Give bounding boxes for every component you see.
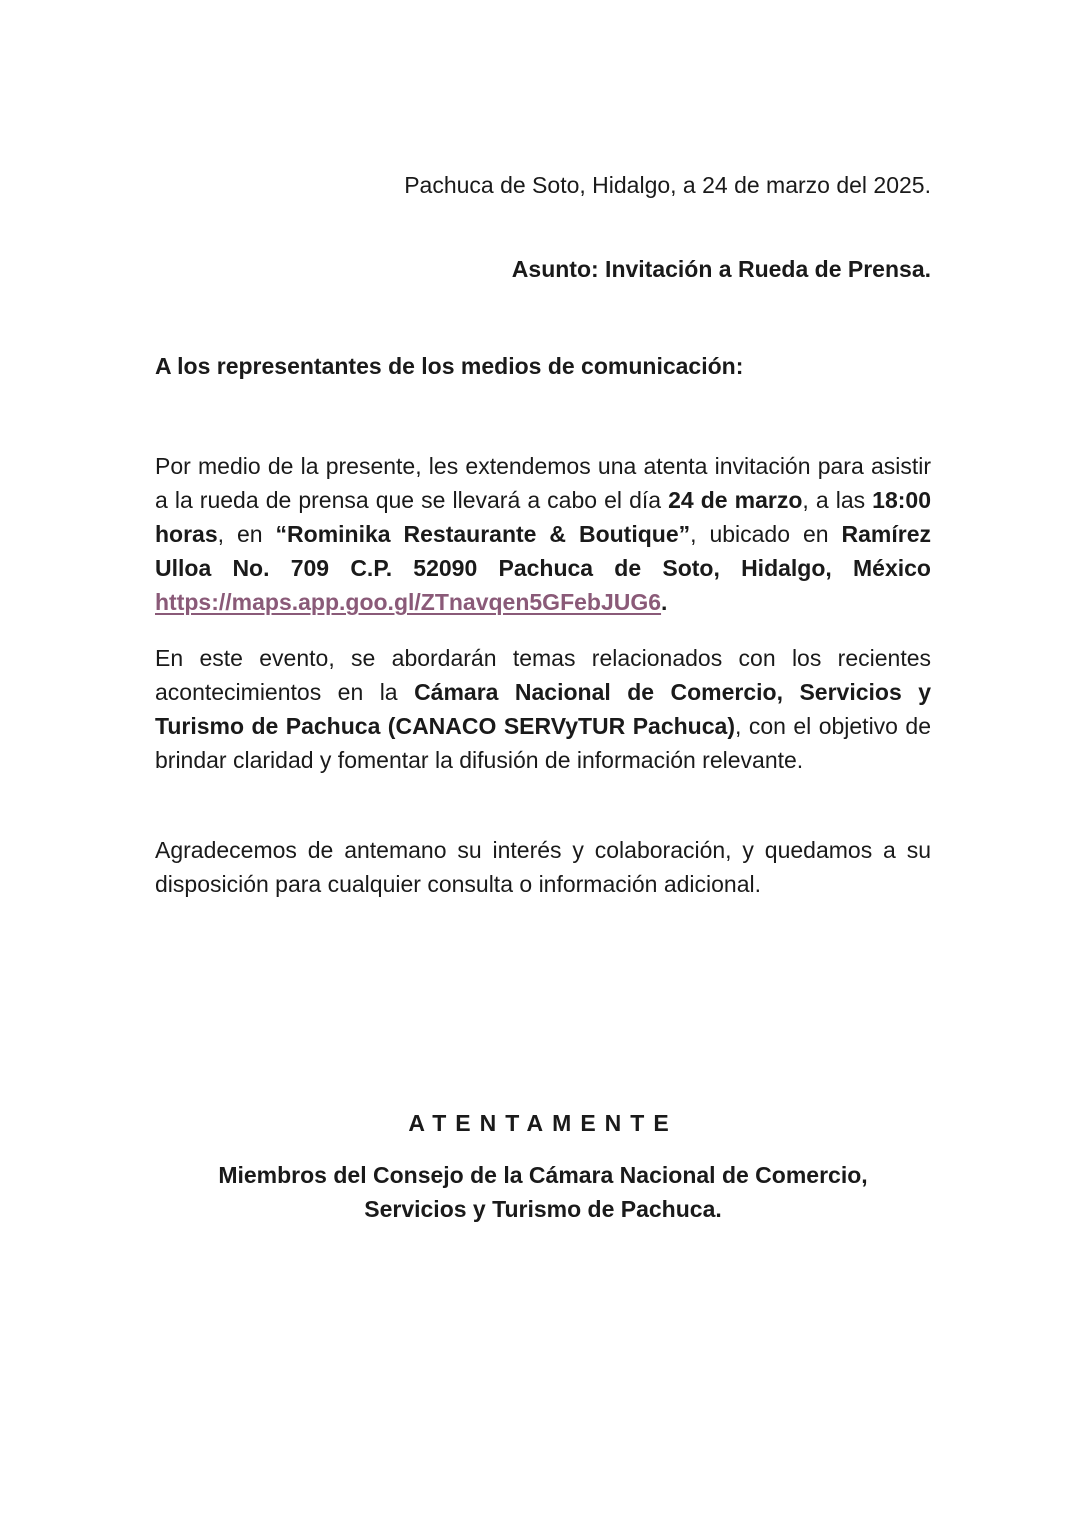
para1-text-4: , ubicado en [690,521,842,547]
event-venue: “Rominika Restaurante & Boutique” [275,521,691,547]
map-link[interactable]: https://maps.app.goo.gl/ZTnavqen5GFebJUG6 [155,589,662,615]
organization-name: Cámara Nacional de Comercio, Servicios y Turismo de Pachuca (CANACO SERVyTUR Pachuca) [155,679,931,739]
date-line: Pachuca de Soto, Hidalgo, a 24 de marzo del 2025. [404,172,931,198]
event-time: 18:00 horas [155,487,931,547]
salutation: A los representantes de los medios de comunicación: [155,353,744,379]
para2-text-1: En este evento, se abordarán temas relacionados con los recientes acontecimientos en la [155,645,931,705]
invitation-paragraph [155,449,931,619]
event-date: 24 de marzo [668,487,803,513]
closing-atentamente: ATENTAMENTE [408,1110,678,1136]
para2-text-2: , con el objetivo de brindar claridad y fomentar la difusión de información relevante. [155,713,931,773]
para1-text-1: Por medio de la presente, les extendemos una atenta invitación para asistir a la rueda de prensa que se llevará a cabo el día [155,453,931,513]
event-topic-paragraph [155,641,931,777]
signature-line-2: Servicios y Turismo de Pachuca. [364,1196,722,1222]
event-address: Ramírez Ulloa No. 709 C.P. 52090 Pachuca de Soto, Hidalgo, México [155,521,931,581]
signature-block [0,1158,1086,1226]
thanks-paragraph: Agradecemos de antemano su interés y colaboración, y quedamos a su disposición para cualquier consulta o información adicional. [155,837,931,897]
para1-period: . [661,589,668,615]
subject-line: Asunto: Invitación a Rueda de Prensa. [511,256,931,282]
para1-text-3: , en [217,521,276,547]
para1-text-2: , a las [802,487,873,513]
signature-line-1: Miembros del Consejo de la Cámara Nacional de Comercio, [218,1162,868,1188]
